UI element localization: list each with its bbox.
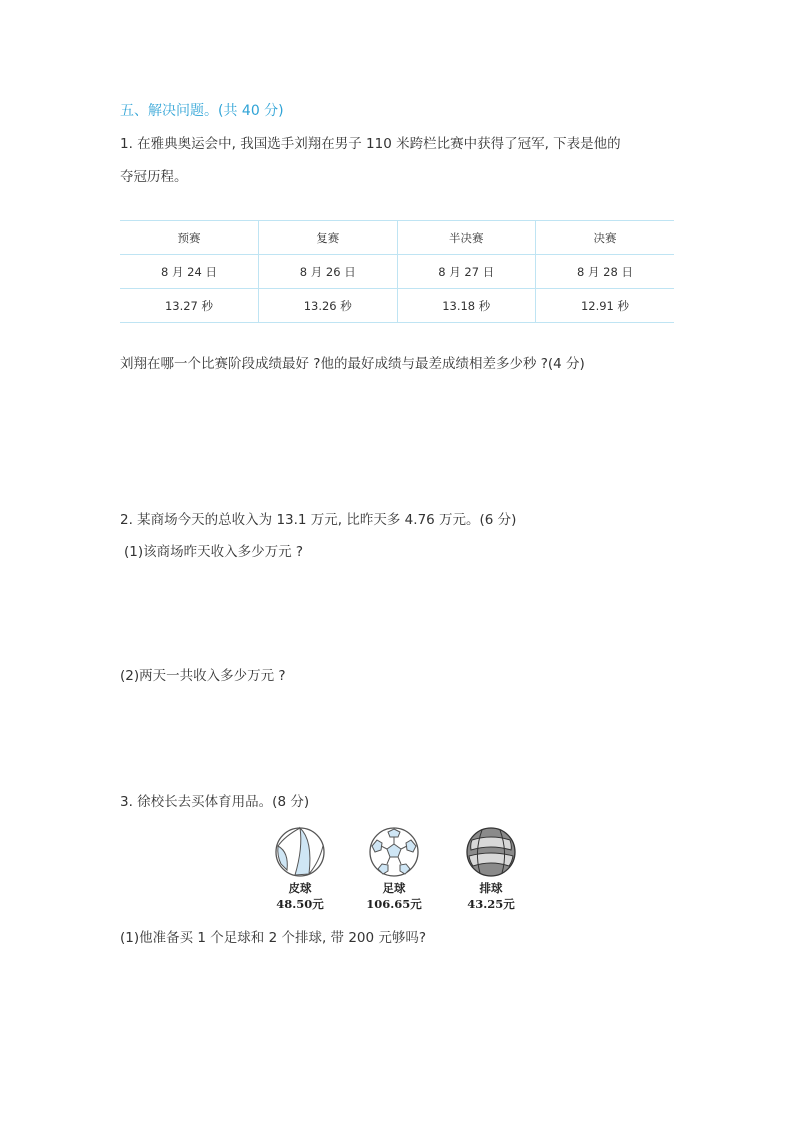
ball-price: 43.25元 bbox=[467, 897, 515, 911]
question-3-sub-1: (1)他准备买 1 个足球和 2 个排球, 带 200 元够吗? bbox=[120, 930, 427, 946]
ball-price: 106.65元 bbox=[366, 897, 422, 911]
question-1-text-cont: 夺冠历程。 bbox=[120, 169, 188, 185]
table-header-cell: 决赛 bbox=[536, 221, 675, 255]
table-cell: 13.18 秒 bbox=[397, 289, 536, 323]
table-cell: 8 月 27 日 bbox=[397, 255, 536, 289]
ball-item-soccer bbox=[364, 826, 424, 912]
question-2-sub-1: (1)该商场昨天收入多少万元 ? bbox=[124, 544, 304, 560]
section-title: 五、解决问题。(共 40 分) bbox=[120, 103, 284, 119]
volleyball-icon bbox=[464, 826, 518, 878]
table-cell: 8 月 26 日 bbox=[259, 255, 398, 289]
table-cell: 8 月 28 日 bbox=[536, 255, 675, 289]
ball-name: 皮球 bbox=[288, 881, 312, 895]
table-cell: 12.91 秒 bbox=[536, 289, 675, 323]
table-cell: 13.26 秒 bbox=[259, 289, 398, 323]
table-header-cell: 复赛 bbox=[259, 221, 398, 255]
question-1-prompt: 刘翔在哪一个比赛阶段成绩最好 ?他的最好成绩与最差成绩相差多少秒 ?(4 分) bbox=[120, 356, 585, 372]
ball-item-beach bbox=[270, 826, 330, 912]
ball-item-volley bbox=[461, 826, 521, 912]
ball-name: 排球 bbox=[479, 881, 503, 895]
question-2-text: 2. 某商场今天的总收入为 13.1 万元, 比昨天多 4.76 万元。(6 分) bbox=[120, 512, 517, 528]
beach-ball-icon bbox=[273, 826, 327, 878]
table-header-cell: 预赛 bbox=[120, 221, 259, 255]
table-header-cell: 半决赛 bbox=[397, 221, 536, 255]
table-row-times bbox=[120, 289, 674, 323]
ball-name: 足球 bbox=[382, 881, 406, 895]
results-table bbox=[120, 220, 674, 323]
table-cell: 8 月 24 日 bbox=[120, 255, 259, 289]
question-2-sub-2: (2)两天一共收入多少万元 ? bbox=[120, 668, 286, 684]
ball-price: 48.50元 bbox=[276, 897, 324, 911]
table-header-row bbox=[120, 221, 674, 255]
soccer-ball-icon bbox=[367, 826, 421, 878]
question-3-text: 3. 徐校长去买体育用品。(8 分) bbox=[120, 794, 310, 810]
question-1-text: 1. 在雅典奥运会中, 我国选手刘翔在男子 110 米跨栏比赛中获得了冠军, 下表是他的 bbox=[120, 136, 621, 152]
table-cell: 13.27 秒 bbox=[120, 289, 259, 323]
table-row-dates bbox=[120, 255, 674, 289]
